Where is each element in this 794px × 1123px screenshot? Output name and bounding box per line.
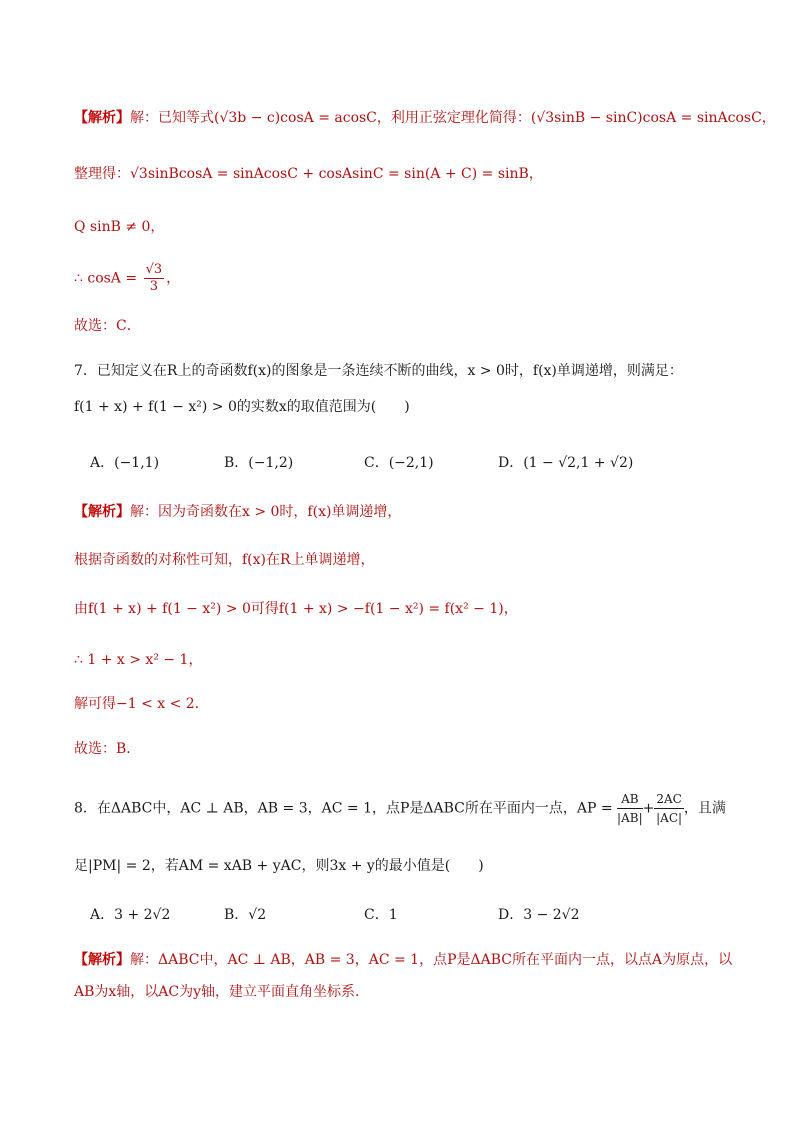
analysis-tag: 【解析】	[74, 504, 130, 520]
solution-7-line-3: 由f(1 + x) + f(1 − x²) > 0可得f(1 + x) > −f(1 − x²) = f(x² − 1)，	[74, 601, 518, 617]
q8-text-suffix: ，且满	[683, 800, 726, 817]
q7-option-a: A．(−1,1)	[90, 455, 160, 471]
solution-6-line-2: 整理得：√3sinBcosA = sinAcosC + cosAsinC = sin(A + C) = sinB，	[74, 166, 543, 182]
q8-option-d: D．3 − 2√2	[498, 907, 580, 923]
q8-option-a: A．3 + 2√2	[90, 907, 171, 923]
solution-8-line-1	[74, 950, 732, 970]
q8-text-prefix: 8．在ΔABC中，AC ⊥ AB，AB = 3，AC = 1，点P是ΔABC所在平面内一点，	[74, 800, 577, 817]
question-7-line-1: 7．已知定义在R上的奇函数f(x)的图象是一条连续不断的曲线，x > 0时，f(x)单调递增，则满足：	[74, 363, 683, 379]
solution-8-line-2: AB为x轴，以AC为y轴，建立平面直角坐标系．	[74, 984, 370, 1000]
solution-7-line-1	[74, 502, 401, 522]
fraction-denominator: 3	[149, 279, 158, 294]
fraction-numerator: 2AC	[654, 790, 683, 809]
q7-option-d: D．(1 − √2,1 + √2)	[498, 455, 634, 471]
analysis-tag: 【解析】	[74, 952, 130, 968]
analysis-tag: 【解析】	[74, 110, 130, 126]
solution-7-line-4: ∴ 1 + x > x² − 1，	[74, 652, 203, 668]
q7-option-b: B．(−1,2)	[224, 455, 294, 471]
vector-ap: AP =	[576, 800, 613, 817]
q7-option-c: C．(−2,1)	[364, 455, 434, 471]
question-8-line-2: 足|PM| = 2，若AM = xAB + yAC，则3x + y的最小值是( )	[74, 858, 484, 874]
question-7-line-2: f(1 + x) + f(1 − x²) > 0的实数x的取值范围为( )	[74, 399, 410, 415]
q8-option-c: C．1	[364, 907, 398, 923]
solution-6-line-1	[74, 108, 776, 128]
solution-7-line-2: 根据奇函数的对称性可知，f(x)在R上单调递增，	[74, 552, 375, 568]
solution-7-answer: 故选：B．	[74, 741, 141, 757]
fraction-denominator: |AB|	[617, 811, 643, 825]
solution-6-text-1: 解：已知等式(√3b − c)cosA = acosC，利用正弦定理化简得：(√3sinB − sinC)cosA = sinAcosC，	[130, 110, 776, 126]
fraction-2ac-over-norm-ac	[654, 790, 683, 827]
solution-7-text-1: 解：因为奇函数在x > 0时，f(x)单调递增，	[130, 504, 402, 520]
cos-a-label: ∴ cosA =	[74, 270, 138, 287]
fraction-numerator: AB	[617, 790, 643, 809]
solution-7-line-5: 解可得−1 < x < 2．	[74, 696, 209, 712]
question-8-line-1	[74, 790, 726, 827]
fraction-denominator: |AC|	[656, 811, 683, 825]
solution-6-answer: 故选：C．	[74, 318, 141, 334]
fraction-ab-over-norm-ab	[617, 790, 643, 827]
plus-sign: +	[642, 800, 655, 817]
q8-option-b: B．√2	[224, 907, 267, 923]
fraction-numerator: √3	[145, 262, 163, 277]
fraction-sqrt3-over-3	[144, 262, 165, 295]
solution-6-line-3: Q sinB ≠ 0，	[74, 219, 165, 235]
comma: ，	[166, 270, 181, 287]
solution-8-text-1: 解：ΔABC中，AC ⊥ AB，AB = 3，AC = 1，点P是ΔABC所在平面内一点，以点A为原点，以	[130, 952, 733, 968]
solution-6-line-4	[74, 262, 180, 295]
